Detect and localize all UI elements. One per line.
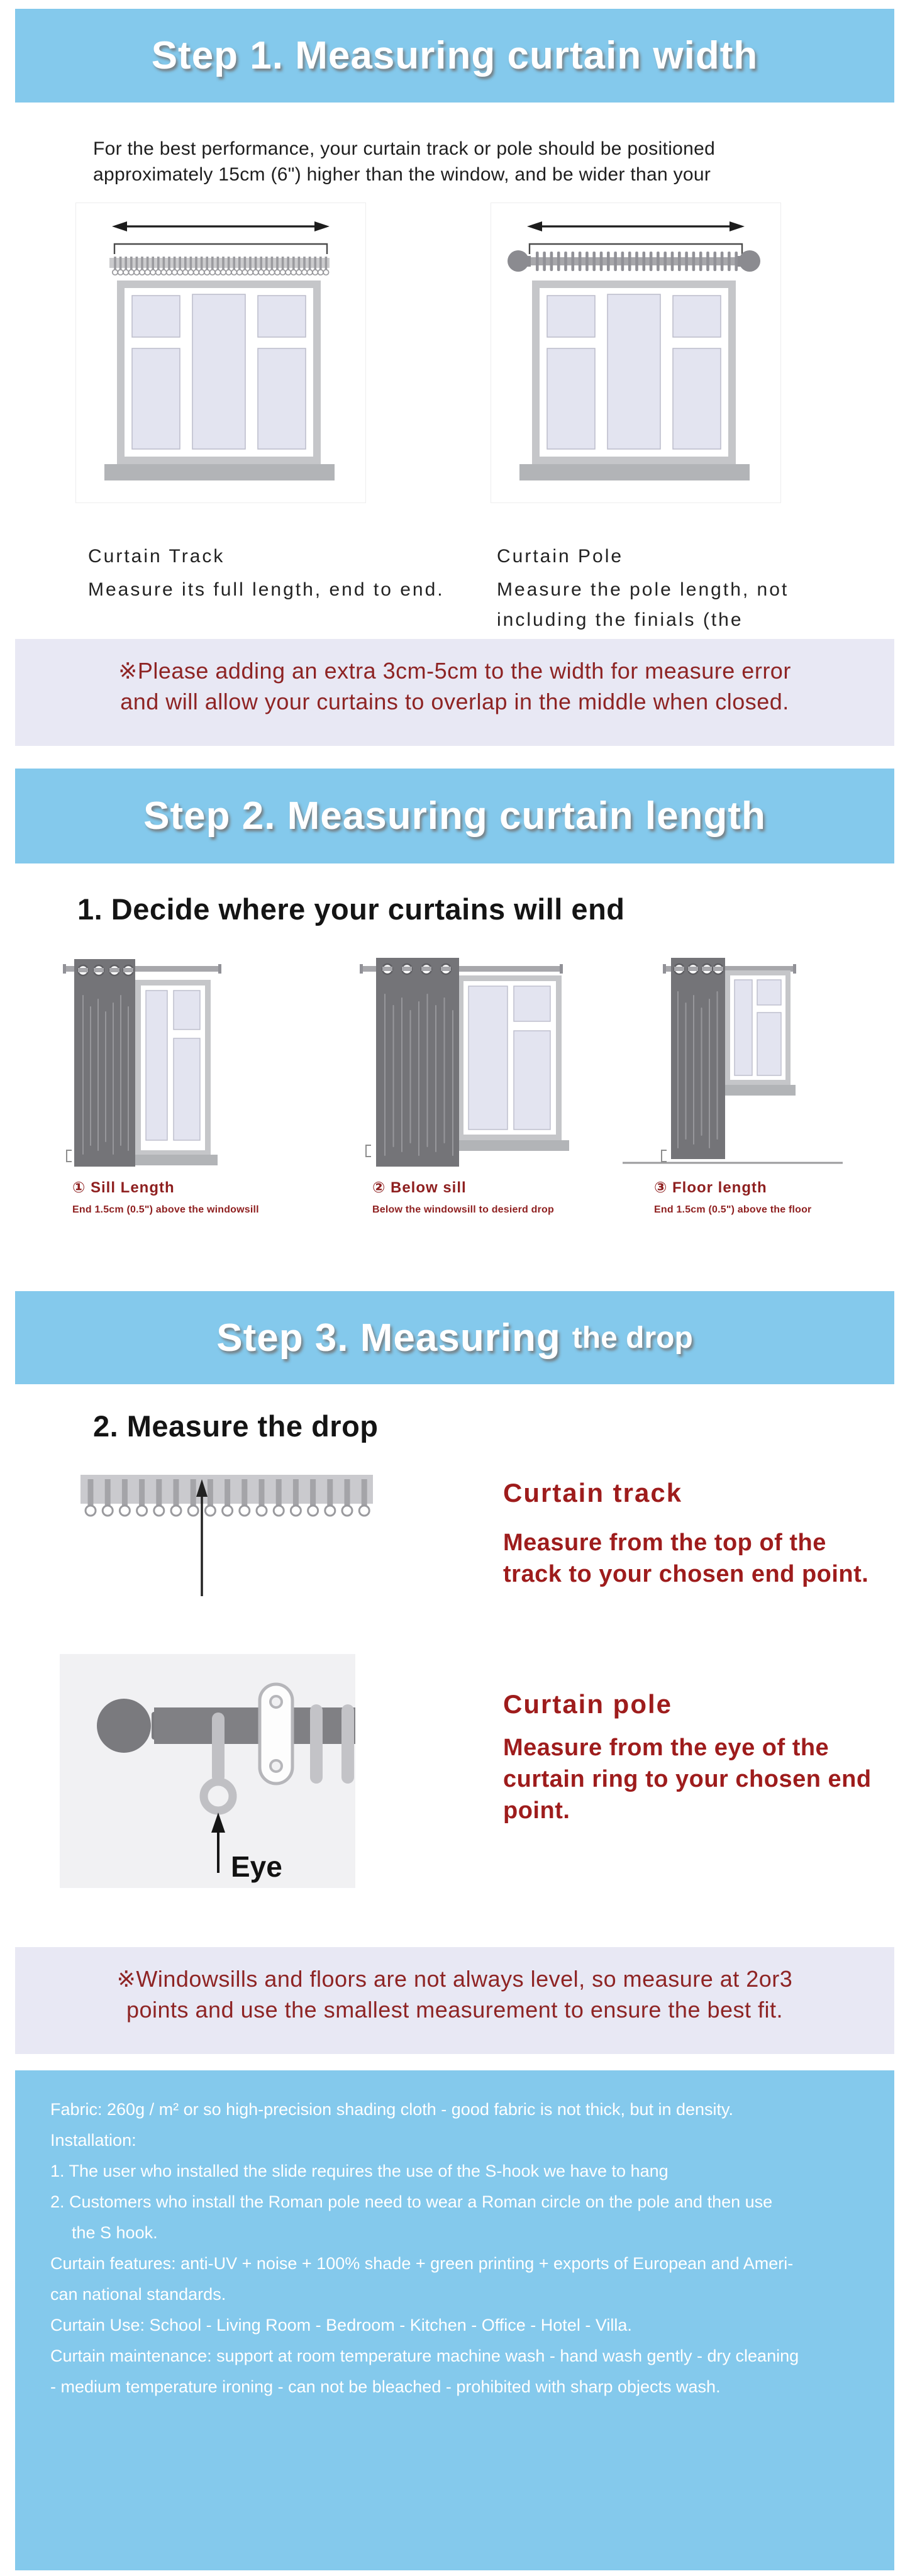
window xyxy=(117,280,321,464)
footer-line-6: Curtain features: anti-UV + noise + 100% shade + green printing + exports of European and Ameri- xyxy=(50,2254,794,2273)
window xyxy=(135,980,211,1156)
window xyxy=(532,280,736,464)
step2-subtitle: 1. Decide where your curtains will end xyxy=(77,892,625,926)
step1-header-banner xyxy=(15,9,894,103)
step1-intro xyxy=(93,136,715,187)
track-measure-paragraph xyxy=(503,1527,868,1590)
footer-line-10: - medium temperature ironing - can not be bleached - prohibited with sharp objects wash. xyxy=(50,2377,721,2396)
width-measure-note xyxy=(15,639,894,746)
step3-header-title: Step 3. Measuring xyxy=(216,1316,561,1360)
step3-subtitle: 2. Measure the drop xyxy=(93,1409,379,1443)
end-point-bracket xyxy=(366,1145,371,1157)
curtain-pole-caption-title: Curtain Pole xyxy=(497,546,624,567)
option-below-sill-label xyxy=(372,1179,554,1216)
curtain-pole-caption xyxy=(497,546,789,635)
footer-line-7: can national standards. xyxy=(50,2285,226,2304)
track-measure-title: Curtain track xyxy=(503,1478,683,1507)
footer-line-3: 1. The user who installed the slide requires the use of the S-hook we have to hang xyxy=(50,2162,669,2180)
track-measure-line2: track to your chosen end point. xyxy=(503,1561,869,1587)
note-line-2: and will allow your curtains to overlap in the middle when closed. xyxy=(120,689,789,714)
note-line-1: ※Windowsills and floors are not always level, so measure at 2or3 xyxy=(116,1966,793,1992)
step2-header-title: Step 2. Measuring curtain length xyxy=(143,794,766,838)
window xyxy=(458,975,562,1140)
window-track-illustration xyxy=(75,203,366,503)
option-floor-length-label xyxy=(654,1179,812,1216)
curtain-pole-caption-line1: Measure the pole length, not xyxy=(497,579,789,600)
window xyxy=(725,970,791,1085)
finial-ball xyxy=(97,1699,151,1753)
footer-line-5: the S hook. xyxy=(72,2223,158,2242)
pole-rings xyxy=(536,252,738,271)
track-closeup-illustration xyxy=(80,1472,373,1601)
option-1-desc: End 1.5cm (0.5") above the windowsill xyxy=(72,1204,259,1215)
product-details-panel xyxy=(15,2070,894,2570)
pole-closeup-illustration xyxy=(60,1654,355,1888)
footer-line-1: Fabric: 260g / m² or so high-precision shading cloth - good fabric is not thick, but in density. xyxy=(50,2100,734,2119)
level-measure-note xyxy=(15,1947,894,2054)
floor-length-illustration xyxy=(623,945,846,1177)
step1-header-title: Step 1. Measuring curtain width xyxy=(151,34,758,77)
pole-measure-paragraph xyxy=(503,1732,872,1826)
curtain-track-caption xyxy=(88,546,445,605)
windowsill xyxy=(104,464,335,480)
curtain-pole-caption-line2: including the finials (the xyxy=(497,609,743,630)
window-pole-illustration xyxy=(491,203,781,503)
footer-line-4: 2. Customers who install the Roman pole need to wear a Roman circle on the pole and then use xyxy=(50,2192,773,2211)
up-arrow-icon xyxy=(196,1479,208,1596)
option-2-desc: Below the windowsill to desierd drop xyxy=(372,1204,554,1215)
step3-header-subtitle: the drop xyxy=(572,1321,693,1355)
curtain-ring xyxy=(310,1704,323,1784)
pole-measure-title: Curtain pole xyxy=(503,1689,673,1719)
pole-measure-line3: point. xyxy=(503,1797,570,1824)
note-line-1: ※Please adding an extra 3cm-5cm to the width for measure error xyxy=(118,658,791,684)
curtain-track-caption-title: Curtain Track xyxy=(88,546,225,567)
note-line-2: points and use the smallest measurement to ensure the best fit. xyxy=(126,1997,784,2023)
footer-line-9: Curtain maintenance: support at room temperature machine wash - hand wash gently - dry cleaning xyxy=(50,2346,799,2365)
pole-measure-line1: Measure from the eye of the xyxy=(503,1735,830,1761)
step3-header-banner xyxy=(15,1291,894,1384)
option-2-title: ② Below sill xyxy=(372,1179,467,1196)
windowsill xyxy=(448,1140,569,1151)
right-finial xyxy=(739,250,760,272)
intro-line-2: approximately 15cm (6") higher than the window, and be wider than your xyxy=(93,164,711,185)
windowsill xyxy=(721,1085,796,1096)
footer-line-2: Installation: xyxy=(50,2131,136,2150)
below-sill-illustration xyxy=(352,945,569,1177)
option-3-desc: End 1.5cm (0.5") above the floor xyxy=(654,1204,812,1215)
curtain xyxy=(376,958,459,1167)
option-1-title: ① Sill Length xyxy=(72,1179,175,1196)
wall-bracket xyxy=(260,1684,292,1784)
curtain-ring xyxy=(341,1704,354,1784)
track-measure-line1: Measure from the top of the xyxy=(503,1530,826,1556)
eye-label: Eye xyxy=(231,1850,282,1883)
pole-measure-line2: curtain ring to your chosen end xyxy=(503,1766,872,1792)
left-finial xyxy=(508,250,529,272)
option-3-title: ③ Floor length xyxy=(654,1179,767,1196)
windowsill xyxy=(519,464,750,480)
curtain-track-caption-line1: Measure its full length, end to end. xyxy=(88,579,445,600)
end-point-bracket xyxy=(67,1150,72,1162)
intro-line-1: For the best performance, your curtain track or pole should be positioned xyxy=(93,138,716,159)
step2-header-banner xyxy=(15,769,894,863)
footer-line-8: Curtain Use: School - Living Room - Bedroom - Kitchen - Office - Hotel - Villa. xyxy=(50,2316,632,2334)
sill-length-illustration xyxy=(63,945,223,1175)
end-point-bracket xyxy=(662,1150,667,1162)
option-sill-length-label xyxy=(72,1179,259,1216)
